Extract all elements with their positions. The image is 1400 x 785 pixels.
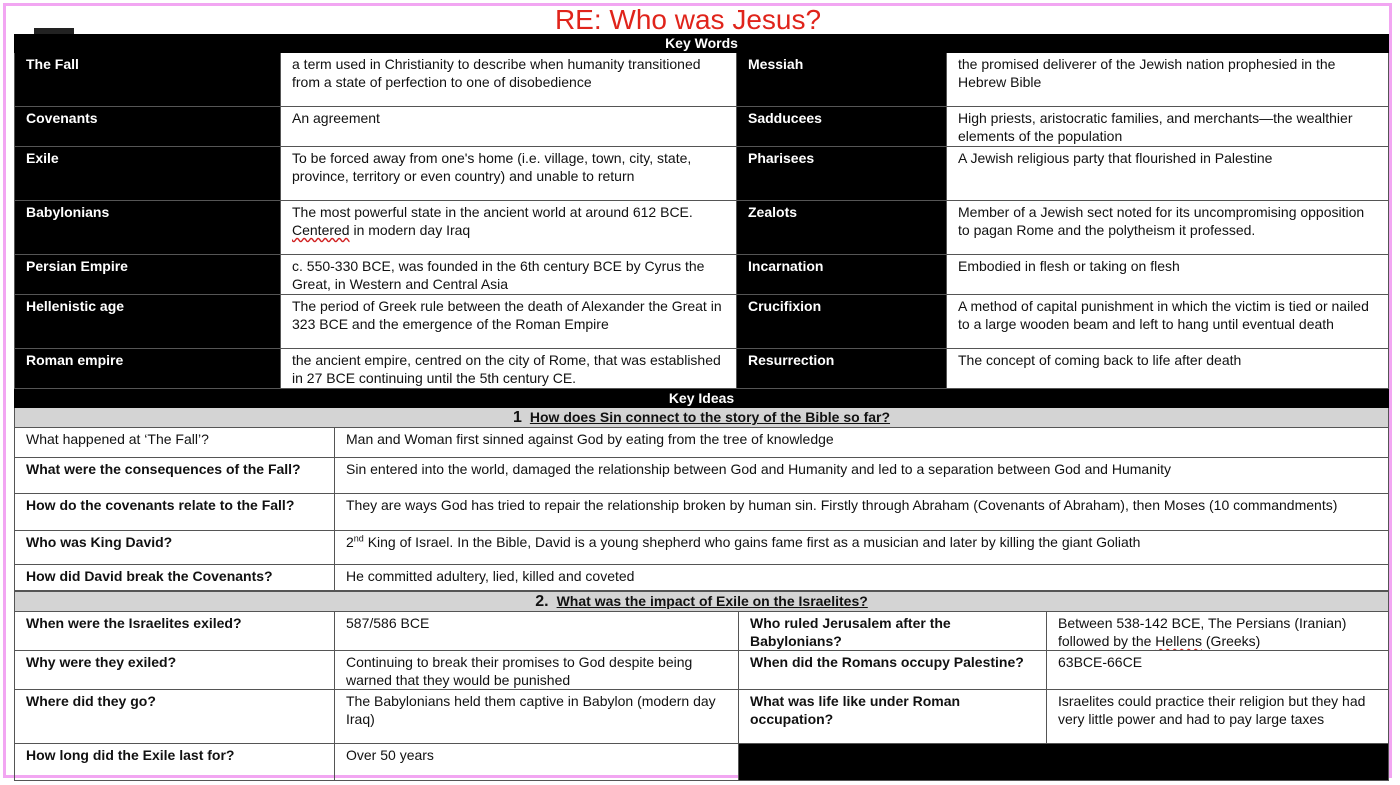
- table-row: [15, 53, 1389, 107]
- answer: Sin entered into the world, damaged the relationship between God and Humanity and led to a separation between God and Humanity: [335, 458, 1389, 494]
- definition: Member of a Jewish sect noted for its uncompromising opposition to pagan Rome and the polytheism it professed.: [947, 201, 1389, 255]
- definition-text: The most powerful state in the ancient world at around 612 BCE.: [292, 204, 693, 220]
- term: The Fall: [15, 53, 281, 107]
- ordinal-suffix: nd: [353, 533, 364, 544]
- question: Where did they go?: [15, 690, 335, 744]
- table-row: [15, 349, 1389, 389]
- table-row: [15, 744, 1389, 781]
- knowledge-organiser: [14, 34, 1388, 781]
- question: How did David break the Covenants?: [15, 565, 335, 591]
- spellcheck-word: Centered: [292, 222, 350, 238]
- question: How do the covenants relate to the Fall?: [15, 494, 335, 531]
- question: What was life like under Roman occupation?: [739, 690, 1047, 744]
- answer-text: (Greeks): [1202, 633, 1261, 649]
- definition: c. 550-330 BCE, was founded in the 6th century BCE by Cyrus the Great, in Western and Central Asia: [281, 255, 737, 295]
- term: Messiah: [737, 53, 947, 107]
- table-row: [15, 531, 1389, 565]
- term: Incarnation: [737, 255, 947, 295]
- answer: Israelites could practice their religion but they had very little power and had to pay large taxes: [1047, 690, 1389, 744]
- definition: The concept of coming back to life after death: [947, 349, 1389, 389]
- answer-text: Between 538-142 BCE, The Persians (Iranian) followed by the: [1058, 615, 1347, 649]
- definition: [281, 201, 737, 255]
- question: How long did the Exile last for?: [15, 744, 335, 781]
- term: Pharisees: [737, 147, 947, 201]
- definition-text: in modern day Iraq: [349, 222, 471, 238]
- term: Hellenistic age: [15, 295, 281, 349]
- page-title: RE: Who was Jesus?: [554, 4, 822, 35]
- table-row: [15, 255, 1389, 295]
- answer: 587/586 BCE: [335, 612, 739, 651]
- answer: Continuing to break their promises to God despite being warned that they would be punished: [335, 651, 739, 690]
- section-number: 1: [512, 409, 522, 426]
- table-row: [15, 494, 1389, 531]
- key-words-heading: Key Words: [15, 35, 1389, 53]
- section-title: What was the impact of Exile on the Israelites?: [556, 593, 868, 609]
- key-ideas-heading: Key Ideas: [15, 390, 1389, 408]
- question: Who was King David?: [15, 531, 335, 565]
- question: When did the Romans occupy Palestine?: [739, 651, 1047, 690]
- answer-text: King of Israel. In the Bible, David is a young shepherd who gains fame first as a musician and later by killing the giant Goliath: [363, 534, 1141, 550]
- definition: The period of Greek rule between the death of Alexander the Great in 323 BCE and the emergence of the Roman Empire: [281, 295, 737, 349]
- answer: Man and Woman first sinned against God by eating from the tree of knowledge: [335, 428, 1389, 458]
- definition: To be forced away from one's home (i.e. village, town, city, state, province, territory or even country) and unable to return: [281, 147, 737, 201]
- table-row: [15, 458, 1389, 494]
- term: Exile: [15, 147, 281, 201]
- term: Zealots: [737, 201, 947, 255]
- answer: [1047, 612, 1389, 651]
- table-row: [15, 690, 1389, 744]
- question: What happened at ‘The Fall’?: [15, 428, 335, 458]
- question: What were the consequences of the Fall?: [15, 458, 335, 494]
- table-row: [15, 651, 1389, 690]
- definition: the promised deliverer of the Jewish nation prophesied in the Hebrew Bible: [947, 53, 1389, 107]
- table-row: [15, 428, 1389, 458]
- definition: A method of capital punishment in which the victim is tied or nailed to a large wooden beam and left to hang until eventual death: [947, 295, 1389, 349]
- term: Crucifixion: [737, 295, 947, 349]
- term: Sadducees: [737, 107, 947, 147]
- key-ideas-section-2: [14, 591, 1389, 781]
- term: Roman empire: [15, 349, 281, 389]
- term: Resurrection: [737, 349, 947, 389]
- ordinal-number: 2: [346, 534, 354, 550]
- question: Who ruled Jerusalem after the Babylonians?: [739, 612, 1047, 651]
- empty-black-cell: [739, 744, 1389, 781]
- definition: High priests, aristocratic families, and merchants—the wealthier elements of the population: [947, 107, 1389, 147]
- answer: 63BCE-66CE: [1047, 651, 1389, 690]
- answer: They are ways God has tried to repair the relationship broken by human sin. Firstly through Abraham (Covenants of Abraham), then Moses (10 commandments): [335, 494, 1389, 531]
- definition: Embodied in flesh or taking on flesh: [947, 255, 1389, 295]
- table-row: [15, 295, 1389, 349]
- question: Why were they exiled?: [15, 651, 335, 690]
- question: When were the Israelites exiled?: [15, 612, 335, 651]
- table-row: [15, 565, 1389, 591]
- term: Covenants: [15, 107, 281, 147]
- table-row: [15, 201, 1389, 255]
- key-words-table: [14, 34, 1389, 389]
- definition: a term used in Christianity to describe when humanity transitioned from a state of perfection to one of disobedience: [281, 53, 737, 107]
- answer: [335, 531, 1389, 565]
- term: Babylonians: [15, 201, 281, 255]
- term: Persian Empire: [15, 255, 281, 295]
- section-title: How does Sin connect to the story of the Bible so far?: [529, 409, 891, 425]
- section-2-heading: [15, 592, 1389, 612]
- answer: The Babylonians held them captive in Babylon (modern day Iraq): [335, 690, 739, 744]
- section-number: 2.: [535, 593, 549, 610]
- definition: A Jewish religious party that flourished in Palestine: [947, 147, 1389, 201]
- definition: the ancient empire, centred on the city of Rome, that was established in 27 BCE continuing until the 5th century CE.: [281, 349, 737, 389]
- spellcheck-word: Hellens: [1155, 633, 1202, 649]
- answer: He committed adultery, lied, killed and coveted: [335, 565, 1389, 591]
- table-row: [15, 147, 1389, 201]
- section-1-heading: [15, 408, 1389, 428]
- answer: Over 50 years: [335, 744, 739, 781]
- table-row: [15, 107, 1389, 147]
- table-row: [15, 612, 1389, 651]
- key-ideas-section-1: [14, 389, 1389, 591]
- definition: An agreement: [281, 107, 737, 147]
